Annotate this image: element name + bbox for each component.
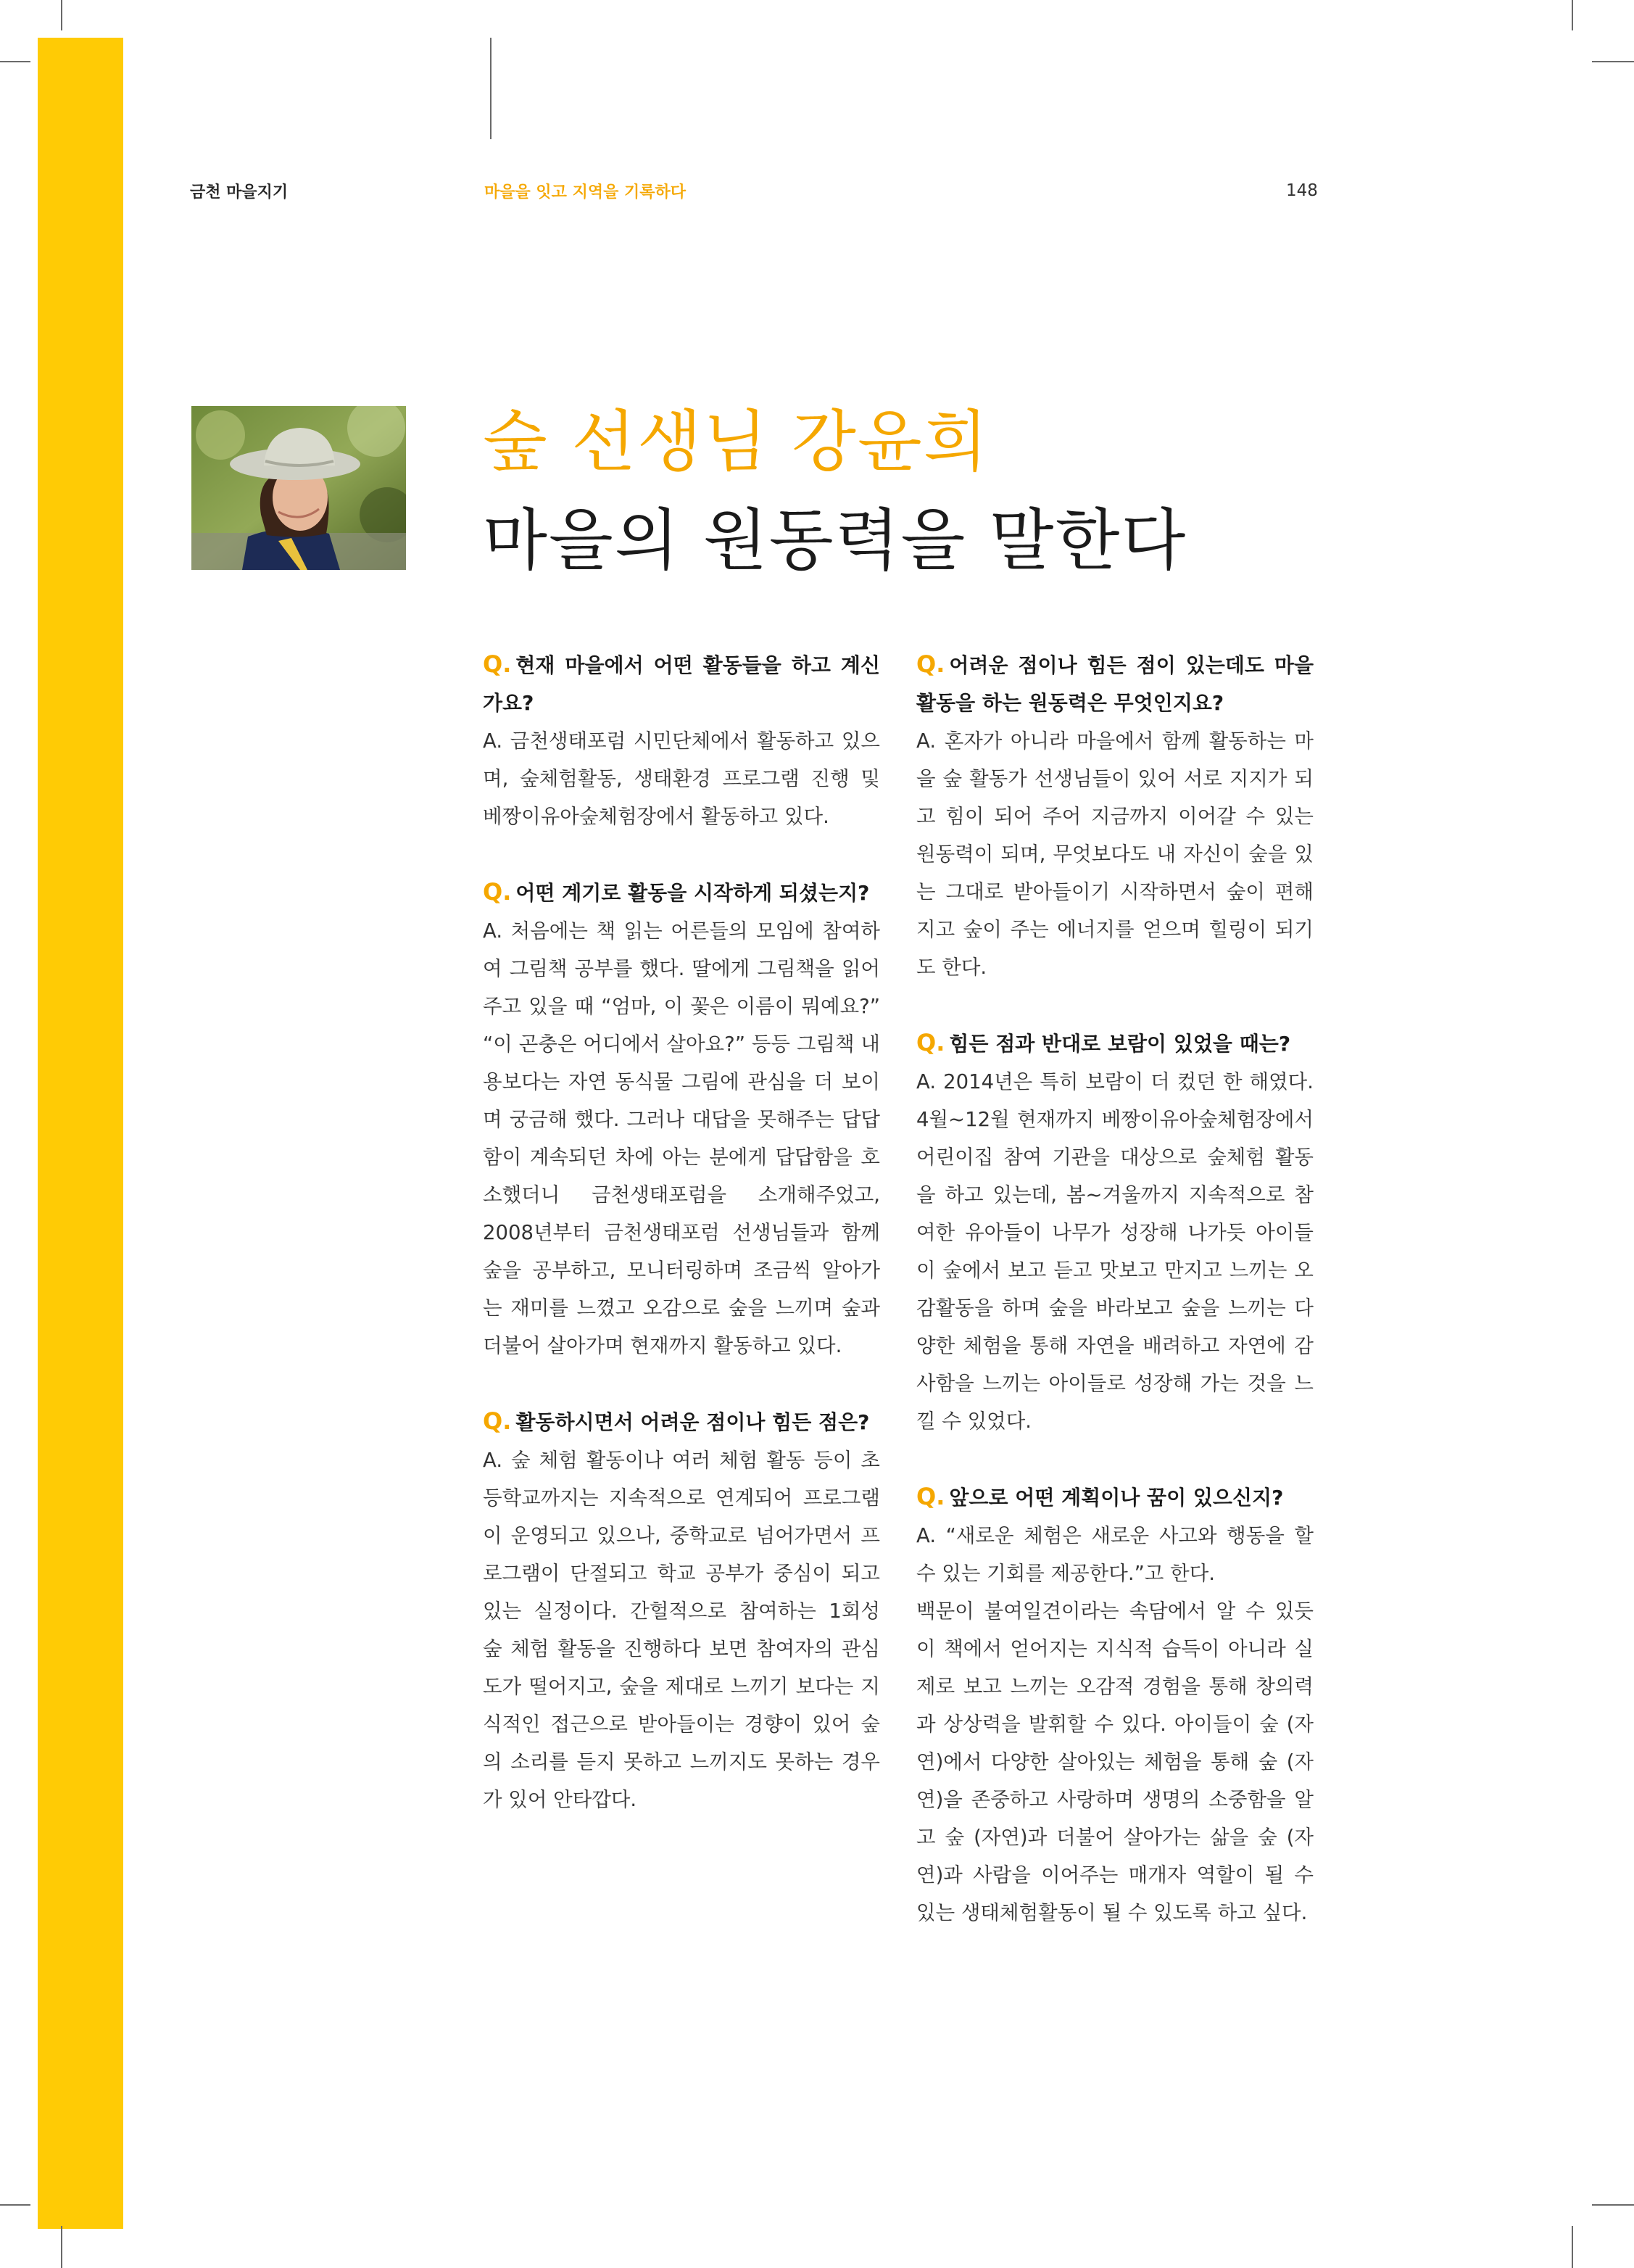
section-name: 금천 마을지기 <box>190 183 289 202</box>
q-marker: Q. <box>916 1483 945 1510</box>
question: Q. 어려운 점이나 힘든 점이 있는데도 마을활동을 하는 원동력은 무엇인지요? <box>916 650 1314 715</box>
q-marker: Q. <box>483 878 512 906</box>
left-column <box>483 645 880 1856</box>
article-title-subtitle: 마을의 원동력을 말한다 <box>483 502 1187 579</box>
crop-mark <box>61 0 62 30</box>
q-marker: Q. <box>916 1029 945 1056</box>
answer: A. 처음에는 책 읽는 어른들의 모임에 참여하여 그림책 공부를 했다. 딸에게 그림책을 읽어주고 있을 때 “엄마, 이 꽃은 이름이 뭐예요?” “이 곤충은 어디에서 살아요?” 등등 그림책 내용보다는 자연 동식물 그림에 관심을 더 보이며 궁금해 했다. 그러나 대답을 못해주는 답답함이 계속되던 차에 아는 분에게 답답함을 호소했더니 금천생태포럼을 소개해주었고, 2008년부터 금천생태포럼 선생님들과 함께 숲을 공부하고, 모니터링하며 조금씩 알아가는 재미를 느꼈고 오감으로 숲을 느끼며 숲과 더불어 살아가며 현재까지 활동하고 있다. <box>483 919 880 1357</box>
q-marker: Q. <box>916 650 945 678</box>
q-marker: Q. <box>483 650 512 678</box>
answer: A. “새로운 체험은 새로운 사고와 행동을 할 수 있는 기회를 제공한다.”고 한다. 백문이 불여일견이라는 속담에서 알 수 있듯이 책에서 얻어지는 지식적 습득이 아니라 실제로 보고 느끼는 오감적 경험을 통해 창의력과 상상력을 발휘할 수 있다. 아이들이 숲 (자연)에서 다양한 살아있는 체험을 통해 숲 (자연)을 존중하고 사랑하며 생명의 소중함을 알고 숲 (자연)과 더불어 살아가는 삶을 숲 (자연)과 사람을 이어주는 매개자 역할이 될 수 있는 생태체험활동이 될 수 있도록 하고 싶다. <box>916 1524 1314 1924</box>
portrait-photo <box>191 406 406 570</box>
answer: A. 숲 체험 활동이나 여러 체험 활동 등이 초등학교까지는 지속적으로 연계되어 프로그램이 운영되고 있으나, 중학교로 넘어가면서 프로그램이 단절되고 학교 공부가 중심이 되고 있는 실정이다. 간헐적으로 참여하는 1회성 숲 체험 활동을 진행하다 보면 참여자의 관심도가 떨어지고, 숲을 제대로 느끼기 보다는 지식적인 접근으로 받아들이는 경향이 있어 숲의 소리를 듣지 못하고 느끼지도 못하는 경우가 있어 안타깝다. <box>483 1449 880 1811</box>
book-subtitle: 마을을 잇고 지역을 기록하다 <box>484 183 687 202</box>
page-number: 148 <box>1286 181 1318 200</box>
crop-mark <box>1572 0 1573 30</box>
article-title-name: 숲 선생님 강윤희 <box>483 403 990 481</box>
answer: A. 2014년은 특히 보람이 더 컸던 한 해였다. 4월~12월 현재까지 베짱이유아숲체험장에서 어린이집 참여 기관을 대상으로 숲체험 활동을 하고 있는데, 봄~겨울까지 지속적으로 참여한 유아들이 나무가 성장해 나가듯 아이들이 숲에서 보고 듣고 맛보고 만지고 느끼는 오감활동을 하며 숲을 바라보고 숲을 느끼는 다양한 체험을 통해 자연을 배려하고 자연에 감사함을 느끼는 아이들로 성장해 가는 것을 느낄 수 있었다. <box>916 1070 1314 1433</box>
question: Q. 어떤 계기로 활동을 시작하게 되셨는지? <box>483 878 870 906</box>
answer: A. 혼자가 아니라 마을에서 함께 활동하는 마을 숲 활동가 선생님들이 있어 서로 지지가 되고 힘이 되어 주어 지금까지 이어갈 수 있는 원동력이 되며, 무엇보다도 내 자신이 숲을 있는 그대로 받아들이기 시작하면서 숲이 편해지고 숲이 주는 에너지를 얻으며 힐링이 되기도 한다. <box>916 729 1314 979</box>
right-column <box>916 645 1314 1969</box>
q-marker: Q. <box>483 1407 512 1435</box>
crop-mark <box>1572 2226 1573 2268</box>
crop-mark <box>1592 2204 1634 2206</box>
portrait-woman-in-sun-hat-icon <box>191 406 406 570</box>
crop-mark <box>0 61 30 62</box>
question: Q. 앞으로 어떤 계획이나 꿈이 있으신지? <box>916 1483 1284 1510</box>
crop-mark <box>490 38 492 139</box>
crop-mark <box>1592 61 1634 62</box>
crop-mark <box>0 2204 30 2206</box>
yellow-side-bar <box>38 38 123 2229</box>
answer: A. 금천생태포럼 시민단체에서 활동하고 있으며, 숲체험활동, 생태환경 프로그램 진행 및 베짱이유아숲체험장에서 활동하고 있다. <box>483 729 880 828</box>
question: Q. 힘든 점과 반대로 보람이 있었을 때는? <box>916 1029 1291 1056</box>
crop-mark <box>61 2226 62 2268</box>
question: Q. 활동하시면서 어려운 점이나 힘든 점은? <box>483 1407 870 1435</box>
question: Q. 현재 마을에서 어떤 활동들을 하고 계신가요? <box>483 650 880 715</box>
